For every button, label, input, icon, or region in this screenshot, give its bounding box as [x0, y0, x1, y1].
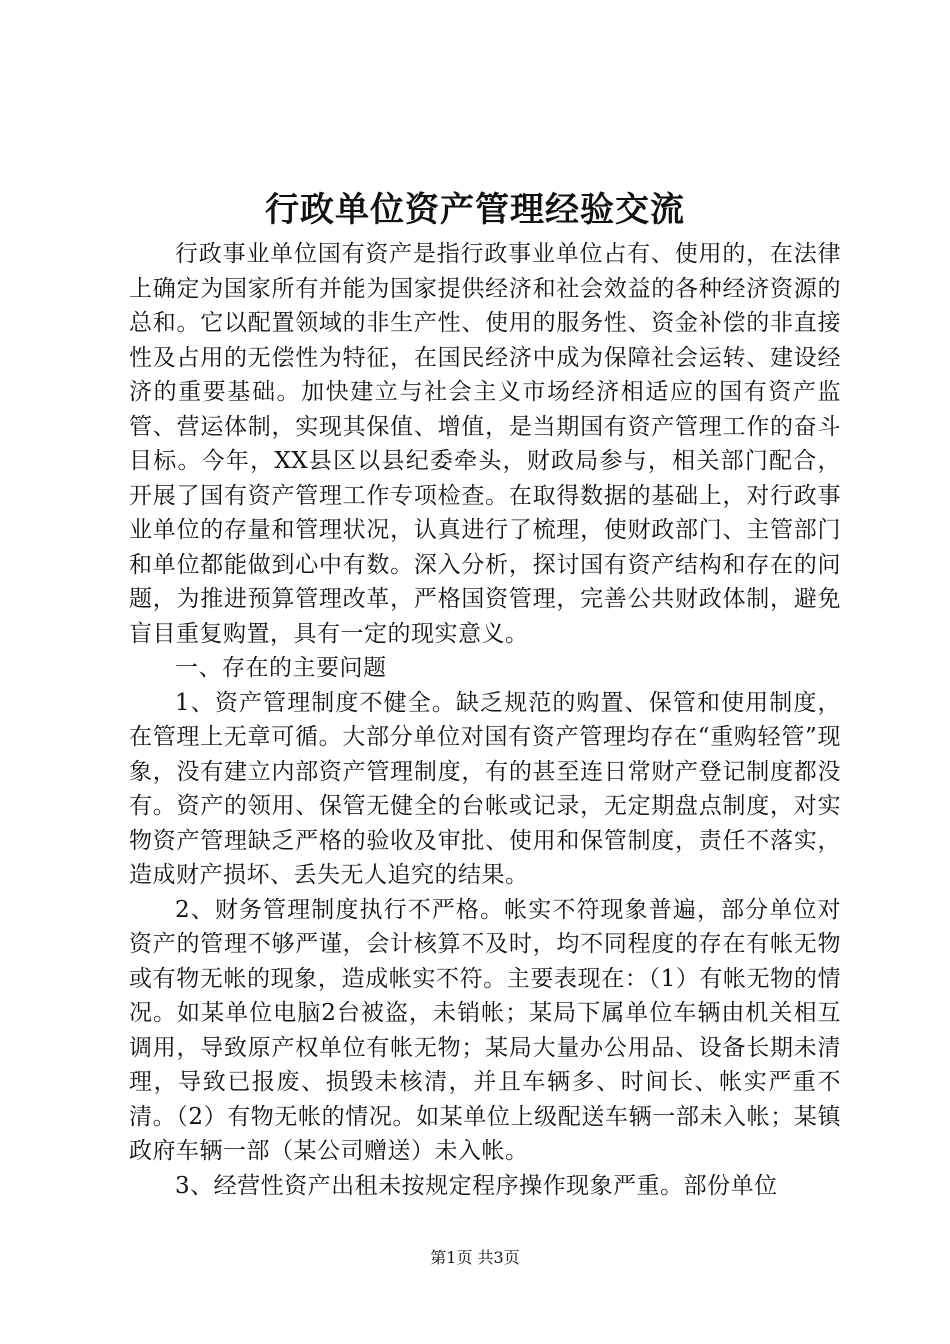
page-number-footer: 第1页 共3页: [430, 1248, 520, 1267]
section-heading-problems: 一、存在的主要问题: [175, 655, 387, 681]
paragraph-problem-1: 1、资产管理制度不健全。缺乏规范的购置、保管和使用制度，在管理上无章可循。大部分单位对国有资产管理均存在“重购轻管”现象，没有建立内部资产管理制度，有的甚至连日常财产登记制度都没有。资产的领用、保管无健全的台帐或记录，无定期盘点制度，对实物资产管理缺乏严格的验收及审批、使用和保管制度，责任不落实，造成财产损坏、丢失无人追究的结果。: [129, 689, 841, 888]
paragraph-problem-2: 2、财务管理制度执行不严格。帐实不符现象普遍，部分单位对资产的管理不够严谨，会计核算不及时，均不同程度的存在有帐无物或有物无帐的现象，造成帐实不符。主要表现在：（1）有帐无物的情况。如某单位电脑2台被盗，未销帐；某局下属单位车辆由机关相互调用，导致原产权单位有帐无物；某局大量办公用品、设备长期未清理，导致已报废、损毁未核清，并且车辆多、时间长、帐实严重不清。（2）有物无帐的情况。如某单位上级配送车辆一部未入帐；某镇政府车辆一部（某公司赠送）未入帐。: [129, 896, 841, 1164]
document-title: 行政单位资产管理经验交流: [265, 190, 685, 230]
document-body: [129, 237, 841, 1203]
paragraph-problem-3: 3、经营性资产出租未按规定程序操作现象严重。部份单位: [175, 1172, 778, 1199]
paragraph-intro: 行政事业单位国有资产是指行政事业单位占有、使用的，在法律上确定为国家所有并能为国家提供经济和社会效益的各种经济资源的总和。它以配置领域的非生产性、使用的服务性、资金补偿的非直接性及占用的无偿性为特征，在国民经济中成为保障社会运转、建设经济的重要基础。加快建立与社会主义市场经济相适应的国有资产监管、营运体制，实现其保值、增值，是当期国有资产管理工作的奋斗目标。今年，XX县区以县纪委牵头，财政局参与，相关部门配合，开展了国有资产管理工作专项检查。在取得数据的基础上，对行政事业单位的存量和管理状况，认真进行了梳理，使财政部门、主管部门和单位都能做到心中有数。深入分析，探讨国有资产结构和存在的问题，为推进预算管理改革，严格国资管理，完善公共财政体制，避免盲目重复购置，具有一定的现实意义。: [129, 241, 841, 647]
